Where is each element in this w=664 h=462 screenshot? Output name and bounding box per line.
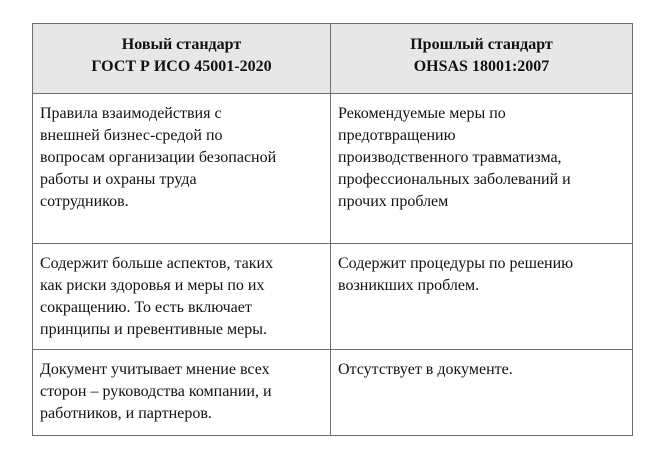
- cell-text-line: Правила взаимодействия с: [40, 105, 222, 122]
- cell-text-line: как риски здоровья и меры по их: [40, 277, 265, 294]
- cell-text-line: вопросам организации безопасной: [40, 149, 277, 166]
- cell-text-line: сокращению. То есть включает: [40, 299, 252, 316]
- header-previous-standard-code: OHSAS 18001:2007: [413, 58, 550, 75]
- cell-text-line: Рекомендуемые меры по: [338, 105, 506, 122]
- cell-text-line: принципы и превентивные меры.: [40, 321, 267, 338]
- cell-text-line: Содержит процедуры по решению: [338, 255, 574, 272]
- header-new-standard-code: ГОСТ Р ИСО 45001-2020: [91, 58, 272, 75]
- cell-text-line: прочих проблем: [338, 193, 449, 210]
- cell-text-line: Содержит больше аспектов, таких: [40, 255, 274, 272]
- header-new-standard-title: Новый стандарт: [121, 36, 242, 53]
- cell-text-line: предотвращению: [338, 127, 456, 144]
- standards-comparison-table: [32, 23, 633, 436]
- cell-new-standard: [33, 94, 331, 244]
- cell-text-line: работы и охраны труда: [40, 171, 197, 188]
- header-new-standard: [33, 24, 331, 94]
- cell-previous-standard: [331, 244, 633, 350]
- cell-text-line: сотрудников.: [40, 193, 129, 210]
- cell-text-line: Отсутствует в документе.: [338, 361, 513, 378]
- cell-text-line: профессиональных заболеваний и: [338, 171, 571, 188]
- cell-text-line: Документ учитывает мнение всех: [40, 361, 270, 378]
- header-previous-standard: [331, 24, 633, 94]
- cell-new-standard: [33, 350, 331, 436]
- table-row: [33, 94, 633, 244]
- cell-text-line: производственного травматизма,: [338, 149, 562, 166]
- table-row: [33, 350, 633, 436]
- cell-text-line: работников, и партнеров.: [40, 405, 212, 422]
- table-row: [33, 244, 633, 350]
- cell-text-line: возникших проблем.: [338, 277, 480, 294]
- cell-new-standard: [33, 244, 331, 350]
- cell-previous-standard: [331, 350, 633, 436]
- table-header-row: [33, 24, 633, 94]
- cell-text-line: внешней бизнес-средой по: [40, 127, 223, 144]
- header-previous-standard-title: Прошлый стандарт: [410, 36, 553, 53]
- cell-text-line: сторон – руководства компании, и: [40, 383, 272, 400]
- cell-previous-standard: [331, 94, 633, 244]
